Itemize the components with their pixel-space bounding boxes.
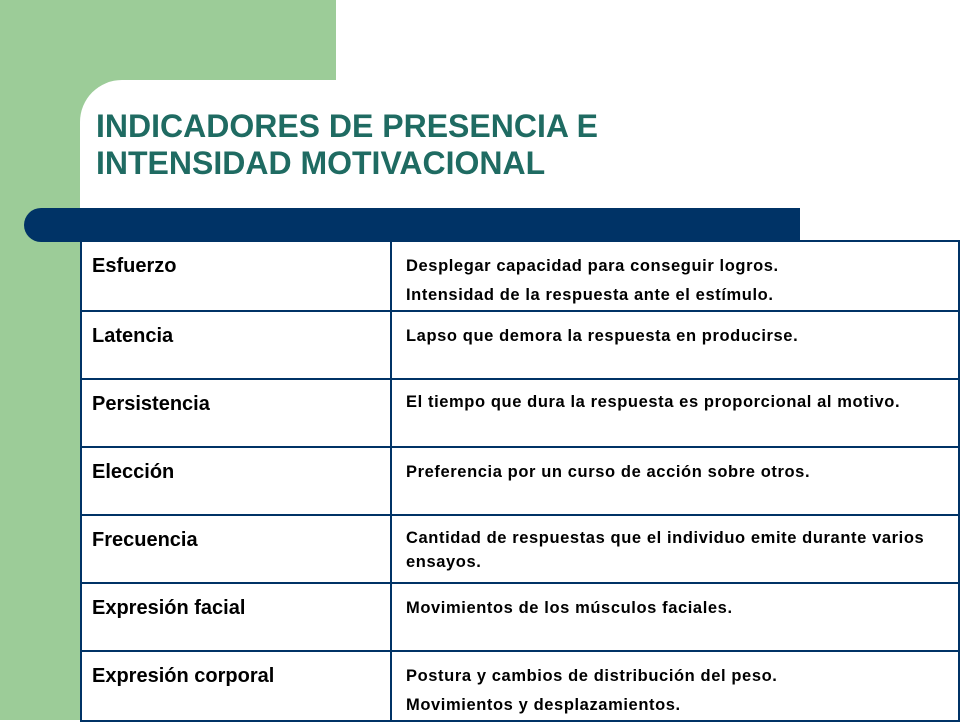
row-term: Persistencia bbox=[81, 379, 391, 447]
description-line: Intensidad de la respuesta ante el estímulo. bbox=[406, 286, 774, 304]
description-text: El tiempo que dura la respuesta es proporcional al motivo. bbox=[406, 393, 901, 411]
title-underline-bar bbox=[24, 208, 800, 242]
row-description bbox=[391, 379, 959, 447]
table-row bbox=[81, 379, 959, 447]
table-row bbox=[81, 651, 959, 721]
row-term: Esfuerzo bbox=[81, 241, 391, 311]
title-line-1: INDICADORES DE PRESENCIA E bbox=[96, 108, 598, 144]
row-description bbox=[391, 515, 959, 583]
table-row bbox=[81, 311, 959, 379]
row-term: Expresión facial bbox=[81, 583, 391, 651]
description-text: Cantidad de respuestas que el individuo emite durante varios ensayos. bbox=[406, 529, 925, 571]
row-description bbox=[391, 241, 959, 311]
row-description bbox=[391, 583, 959, 651]
row-description bbox=[391, 447, 959, 515]
indicators-table bbox=[80, 240, 960, 722]
row-term: Latencia bbox=[81, 311, 391, 379]
table-row bbox=[81, 241, 959, 311]
table-row bbox=[81, 447, 959, 515]
table-row bbox=[81, 583, 959, 651]
description-line: Lapso que demora la respuesta en producirse. bbox=[406, 327, 799, 345]
row-description bbox=[391, 651, 959, 721]
slide-title bbox=[96, 108, 796, 182]
row-description bbox=[391, 311, 959, 379]
table-row bbox=[81, 515, 959, 583]
description-line: Desplegar capacidad para conseguir logros. bbox=[406, 257, 779, 275]
title-line-2: INTENSIDAD MOTIVACIONAL bbox=[96, 145, 546, 181]
description-line: Postura y cambios de distribución del peso. bbox=[406, 667, 778, 685]
description-line: Preferencia por un curso de acción sobre otros. bbox=[406, 463, 811, 481]
description-line: Movimientos de los músculos faciales. bbox=[406, 599, 733, 617]
row-term: Expresión corporal bbox=[81, 651, 391, 721]
description-line: Movimientos y desplazamientos. bbox=[406, 696, 681, 714]
row-term: Frecuencia bbox=[81, 515, 391, 583]
row-term: Elección bbox=[81, 447, 391, 515]
